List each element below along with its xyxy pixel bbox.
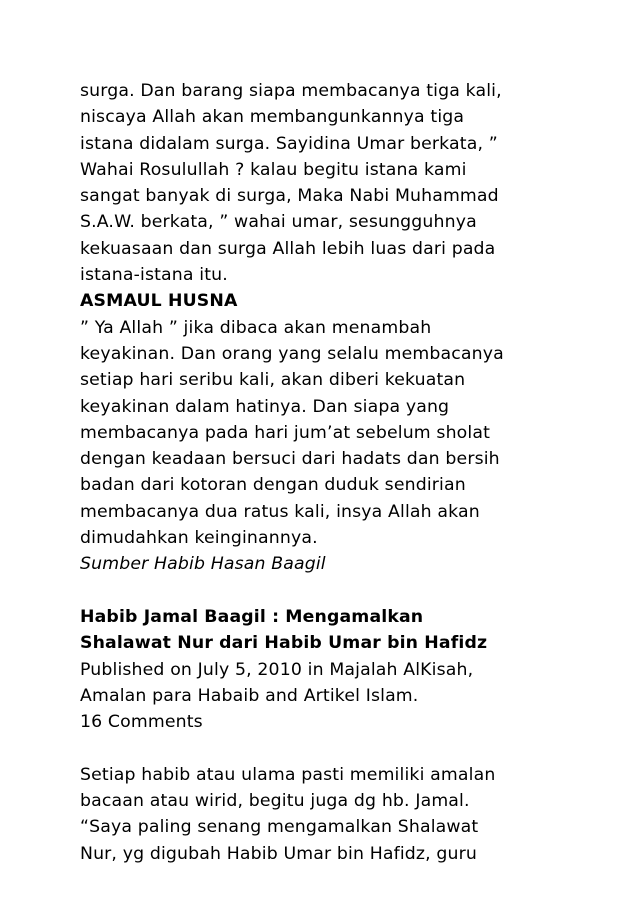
text-line: Setiap habib atau ulama pasti memiliki amalan [80, 764, 496, 785]
text-line: Wahai Rosulullah ? kalau begitu istana kami [80, 159, 467, 180]
text-line: sangat banyak di surga, Maka Nabi Muhammad [80, 186, 499, 207]
published-line: Published on July 5, 2010 in Majalah AlKisah, [80, 659, 474, 680]
article-title-line: Shalawat Nur dari Habib Umar bin Hafidz [80, 633, 488, 654]
section-heading: ASMAUL HUSNA [80, 291, 238, 312]
text-line: S.A.W. berkata, ” wahai umar, sesungguhnya [80, 212, 477, 233]
article-title [80, 604, 580, 657]
comments-count: 16 Comments [80, 712, 203, 733]
paragraph-article-body [80, 762, 580, 867]
text-line: Nur, yg digubah Habib Umar bin Hafidz, guru [80, 843, 477, 864]
text-line: bacaan atau wirid, begitu juga dg hb. Jamal. [80, 791, 470, 812]
text-line: membacanya dua ratus kali, insya Allah akan [80, 501, 480, 522]
text-line: badan dari kotoran dengan duduk sendirian [80, 475, 466, 496]
text-line: surga. Dan barang siapa membacanya tiga kali, [80, 81, 502, 101]
text-line: keyakinan dalam hatinya. Dan siapa yang [80, 396, 450, 417]
published-info [80, 657, 580, 710]
text-line: istana-istana itu. [80, 265, 228, 286]
published-line: Amalan para Habaib and Artikel Islam. [80, 685, 419, 706]
text-line: keyakinan. Dan orang yang selalu membacanya [80, 343, 504, 364]
paragraph-asmaul-husna [80, 315, 580, 552]
text-line: dimudahkan keinginannya. [80, 528, 318, 549]
text-line: setiap hari seribu kali, akan diberi kekuatan [80, 370, 466, 391]
blank-line [80, 578, 580, 604]
blank-line [80, 735, 580, 761]
text-line: kekuasaan dan surga Allah lebih luas dari pada [80, 238, 496, 259]
document-page [80, 78, 580, 867]
text-line: membacanya pada hari jum’at sebelum sholat [80, 422, 491, 443]
text-line: dengan keadaan bersuci dari hadats dan bersih [80, 449, 500, 470]
text-line: niscaya Allah akan membangunkannya tiga [80, 107, 465, 128]
source-line: Sumber Habib Hasan Baagil [80, 554, 326, 575]
paragraph-surga [80, 78, 580, 288]
article-title-line: Habib Jamal Baagil : Mengamalkan [80, 606, 424, 627]
text-line: “Saya paling senang mengamalkan Shalawat [80, 817, 479, 838]
text-line: ” Ya Allah ” jika dibaca akan menambah [80, 317, 432, 338]
text-line: istana didalam surga. Sayidina Umar berkata, ” [80, 133, 498, 154]
